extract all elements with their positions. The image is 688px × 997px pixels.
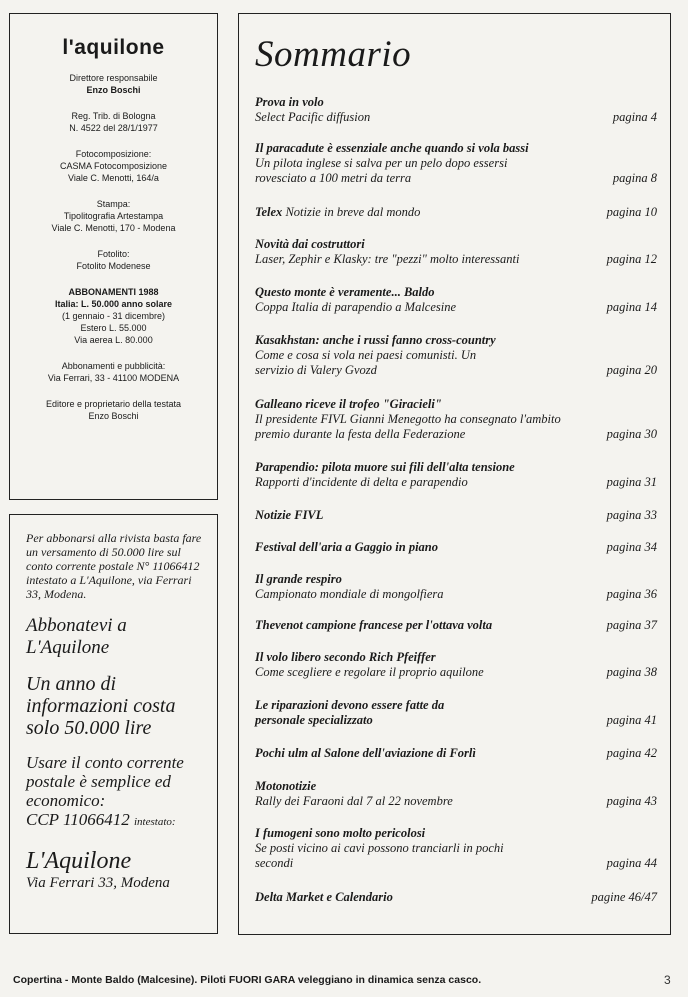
director-label: Direttore responsabile	[69, 73, 158, 83]
promo-brand: L'Aquilone	[26, 848, 132, 874]
toc-entry-title: Novità dai costruttori	[255, 237, 365, 251]
table-of-contents-box	[238, 13, 671, 935]
toc-entry-page: pagina 42	[606, 746, 657, 760]
director-name: Enzo Boschi	[86, 85, 141, 95]
toc-entry-subtitle: Il presidente FIVL Gianni Menegotto ha consegnato l'ambito premio durante la festa della Federazione	[255, 412, 561, 441]
toc-entry-subtitle: Rally dei Faraoni dal 7 al 22 novembre	[255, 794, 453, 808]
toc-entry	[255, 508, 657, 523]
toc-entry-title: Festival dell'aria a Gaggio in piano	[255, 540, 438, 554]
toc-entry	[255, 698, 657, 728]
toc-entry-page: pagina 41	[606, 713, 657, 727]
toc-entry	[255, 95, 657, 125]
typesetting-name: CASMA Fotocomposizione	[59, 161, 168, 171]
typesetting-block	[10, 148, 217, 184]
toc-entry	[255, 460, 657, 490]
printing-block	[10, 198, 217, 234]
toc-entry-title: Notizie FIVL	[255, 508, 324, 522]
toc-entry-title: Parapendio: pilota muore sui fili dell'alta tensione	[255, 460, 515, 474]
toc-entry	[255, 746, 657, 761]
toc-entry	[255, 237, 657, 267]
toc-entry-title: Delta Market e Calendario	[255, 890, 393, 904]
photolith-name: Fotolito Modenese	[76, 261, 151, 271]
promo-address: Via Ferrari 33, Modena	[26, 875, 170, 891]
printing-name: Tipolitografia Artestampa	[63, 211, 164, 221]
subscriptions-title: ABBONAMENTI 1988	[68, 287, 159, 297]
toc-entry-subtitle: Rapporti d'incidente di delta e parapendio	[255, 475, 468, 489]
toc-entry	[255, 333, 657, 378]
photolith-label: Fotolito:	[97, 249, 130, 259]
toc-entry-title: Motonotizie	[255, 779, 317, 793]
promo-usage	[26, 753, 205, 832]
subscription-italy: Italia: L. 50.000 anno solare	[54, 299, 173, 309]
subscription-promo-box	[9, 514, 218, 934]
toc-entry	[255, 397, 657, 442]
toc-entry-page: pagina 33	[606, 508, 657, 522]
printing-address: Viale C. Menotti, 170 - Modena	[51, 223, 176, 233]
toc-entry-subtitle: Select Pacific diffusion	[255, 110, 371, 124]
toc-entry-page: pagina 43	[606, 794, 657, 808]
publisher-line-2: Enzo Boschi	[88, 411, 139, 421]
promo-cta: Abbonatevi a L'Aquilone	[26, 615, 127, 658]
toc-entry-title: Il paracadute è essenziale anche quando si vola bassi	[255, 141, 529, 155]
promo-offer: Un anno di informazioni costa solo 50.000 lire	[26, 673, 176, 739]
toc-entry-page: pagina 44	[606, 856, 657, 870]
toc-entry-inline: Notizie in breve dal mondo	[285, 205, 421, 219]
toc-entry-page: pagina 31	[606, 475, 657, 489]
toc-entry	[255, 618, 657, 633]
toc-entry	[255, 540, 657, 555]
toc-entry-title: Il volo libero secondo Rich Pfeiffer	[255, 650, 436, 664]
toc-entry-page: pagina 37	[606, 618, 657, 632]
toc-entry-title: Thevenot campione francese per l'ottava volta	[255, 618, 493, 632]
toc-entry-page: pagina 12	[606, 252, 657, 266]
toc-entry-page: pagina 14	[606, 300, 657, 314]
promo-ccp: CCP 11066412	[26, 810, 130, 829]
promo-intro: Per abbonarsi alla rivista basta fare un versamento di 50.000 lire sul conto corrente postale N° 11066412 intestato a L'Aquilone, via Ferrari 33, Modena.	[26, 531, 202, 601]
page-number: 3	[664, 973, 671, 987]
director-block	[10, 72, 217, 96]
subscription-period: (1 gennaio - 31 dicembre)	[61, 311, 166, 321]
toc-heading: Sommario	[255, 34, 412, 75]
toc-entry-title: Le riparazioni devono essere fatte da personale specializzato	[255, 698, 445, 727]
toc-entry-page: pagine 46/47	[591, 890, 657, 904]
advertising-block	[10, 360, 217, 384]
typesetting-label: Fotocomposizione:	[75, 149, 152, 159]
toc-entry-title: Pochi ulm al Salone dell'aviazione di Forlì	[255, 746, 476, 760]
toc-entry-subtitle: Come scegliere e regolare il proprio aquilone	[255, 665, 484, 679]
toc-entry-title: Galleano riceve il trofeo "Giracieli"	[255, 397, 442, 411]
toc-entry-title: Prova in volo	[255, 95, 324, 109]
registration-block	[10, 110, 217, 134]
toc-entry	[255, 141, 657, 186]
toc-entry	[255, 285, 657, 315]
toc-entry	[255, 826, 657, 871]
toc-entry-subtitle: Laser, Zephir e Klasky: tre "pezzi" molto interessanti	[255, 252, 520, 266]
toc-entry-subtitle: Come e cosa si vola nei paesi comunisti. Un servizio di Valery Gvozd	[255, 348, 477, 377]
toc-entry	[255, 205, 657, 220]
toc-entry-page: pagina 20	[606, 363, 657, 377]
typesetting-address: Viale C. Menotti, 164/a	[68, 173, 159, 183]
toc-entry-subtitle: Se posti vicino ai cavi possono tranciarli in pochi secondi	[255, 841, 504, 870]
advertising-address: Via Ferrari, 33 - 41100 MODENA	[47, 373, 180, 383]
toc-entry-page: pagina 4	[612, 110, 657, 124]
advertising-label: Abbonamenti e pubblicità:	[61, 361, 166, 371]
toc-entry-subtitle: Campionato mondiale di mongolfiera	[255, 587, 444, 601]
toc-entry-page: pagina 8	[612, 171, 657, 185]
toc-entry-title: Kasakhstan: anche i russi fanno cross-country	[255, 333, 496, 347]
toc-entry	[255, 650, 657, 680]
toc-entry-page: pagina 36	[606, 587, 657, 601]
toc-entry	[255, 779, 657, 809]
reg-line-2: N. 4522 del 28/1/1977	[69, 123, 158, 133]
toc-entry	[255, 890, 657, 905]
magazine-logo: l'aquilone	[62, 36, 165, 59]
subscriptions-block	[10, 286, 217, 346]
promo-usage-text: Usare il conto corrente postale è semplice ed economico:	[26, 753, 184, 810]
promo-intestato: intestato:	[134, 816, 176, 828]
masthead-box	[9, 13, 218, 500]
toc-entry-page: pagina 30	[606, 427, 657, 441]
photolith-block	[10, 248, 217, 272]
reg-line-1: Reg. Trib. di Bologna	[71, 111, 156, 121]
toc-entry-page: pagina 10	[606, 205, 657, 219]
toc-entry-page: pagina 34	[606, 540, 657, 554]
toc-entry-subtitle: Coppa Italia di parapendio a Malcesine	[255, 300, 457, 314]
toc-entry-title: Telex	[255, 205, 283, 219]
publisher-line-1: Editore e proprietario della testata	[45, 399, 182, 409]
subscription-airmail: Via aerea L. 80.000	[74, 335, 153, 345]
printing-label: Stampa:	[96, 199, 131, 209]
subscription-abroad: Estero L. 55.000	[80, 323, 147, 333]
toc-entry-title: Questo monte è veramente... Baldo	[255, 285, 435, 299]
cover-caption: Copertina - Monte Baldo (Malcesine). Piloti FUORI GARA veleggiano in dinamica senza casco.	[13, 974, 482, 986]
toc-entry-page: pagina 38	[606, 665, 657, 679]
toc-entry-subtitle: Un pilota inglese si salva per un pelo dopo essersi rovesciato a 100 metri da terra	[255, 156, 508, 185]
toc-entry-title: Il grande respiro	[255, 572, 342, 586]
toc-entry-title: I fumogeni sono molto pericolosi	[255, 826, 426, 840]
publisher-block	[10, 398, 217, 422]
toc-entry	[255, 572, 657, 602]
